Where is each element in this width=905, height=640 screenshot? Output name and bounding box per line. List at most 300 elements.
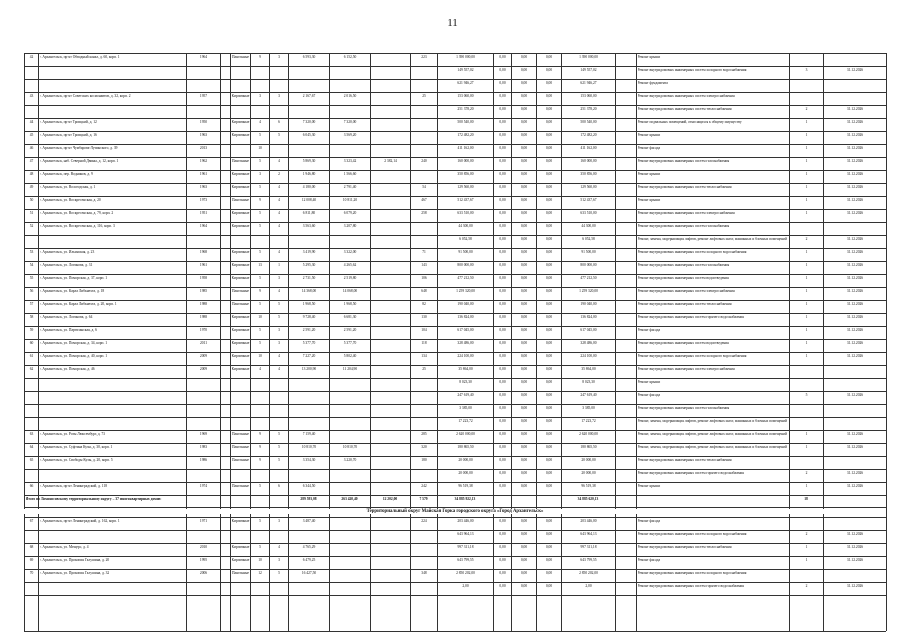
table-cell: 0,00 — [520, 249, 528, 254]
table-cell: Кирпичные — [231, 353, 250, 358]
table-cell: 0,00 — [499, 392, 506, 397]
table-cell: 3 — [278, 340, 280, 345]
table-cell: Ремонт фасада — [637, 518, 661, 523]
table-cell: 31.12.2026 — [846, 67, 864, 72]
table-cell: 0,00 — [520, 314, 528, 319]
table-cell: 190 040,00 — [580, 301, 597, 306]
table-cell: 1 390 000,00 — [456, 54, 475, 59]
table-cell: 643 964,13 — [457, 531, 474, 536]
table-cell: 2 850 202,00 — [456, 570, 475, 575]
table-cell: 149 557,02 — [580, 67, 597, 72]
table-cell: 1 — [805, 431, 808, 436]
table-cell: 1957 — [199, 93, 208, 98]
table-cell: 1 — [278, 262, 280, 267]
table-cell: 1988 — [199, 314, 208, 319]
table-cell: г. Архангельск, ул. Свободы Кузы, д. 20, корп. 5 — [39, 457, 113, 462]
table-cell: 1 — [805, 353, 808, 358]
table-cell: Панельные — [231, 431, 250, 436]
table-cell: Ремонт фасада — [637, 392, 661, 397]
table-cell: 3 487,40 — [302, 518, 316, 523]
table-cell: 9 — [259, 197, 261, 202]
table-cell: 3 — [259, 93, 261, 98]
table-cell: 223 — [421, 54, 427, 59]
table-cell: 621 946,27 — [580, 80, 597, 85]
table-cell: 31.12.2026 — [846, 184, 864, 189]
table-cell: 1983 — [199, 444, 208, 449]
table-cell: 1958 — [199, 275, 208, 280]
table-cell: 16 427,50 — [301, 570, 317, 575]
table-cell: 31.12.2026 — [846, 431, 864, 436]
table-cell: 3 — [805, 67, 808, 72]
table-cell: 2010 — [199, 544, 208, 549]
subtotal-count: 18 — [804, 496, 808, 501]
table-cell: 0,00 — [545, 210, 553, 215]
table-cell: Кирпичные — [231, 262, 250, 267]
table-cell: 10 — [258, 353, 262, 358]
table-cell: 0,00 — [520, 557, 528, 562]
table-cell: 82 — [422, 301, 426, 306]
table-cell: 2009 — [199, 366, 208, 371]
table-cell: 3 563,60 — [302, 223, 316, 228]
subtotal-area-other: 12 202,00 — [382, 496, 398, 501]
table-cell: 2 731,50 — [302, 275, 316, 280]
table-cell: 9 — [259, 431, 261, 436]
table-cell: 104 — [421, 327, 427, 332]
table-cell: 0,00 — [545, 583, 553, 588]
table-cell: 2009 — [199, 353, 208, 358]
table-cell: 5 — [259, 544, 261, 549]
table-cell: Ремонт внутридомовых инженерных систем водоотведения — [637, 275, 729, 280]
table-cell: 49 — [29, 184, 34, 189]
table-cell: 621 946,27 — [457, 80, 474, 85]
table-cell: Кирпичные — [231, 327, 250, 332]
table-cell: 3 323,42 — [343, 158, 357, 163]
table-cell: 2 — [805, 470, 808, 475]
table-cell: Кирпичные — [231, 210, 250, 215]
table-cell: 4 — [278, 158, 280, 163]
table-cell: 10 — [258, 557, 262, 562]
table-cell: 4 — [259, 366, 261, 371]
table-cell: 0,00 — [499, 353, 506, 358]
table-cell: 7 159,40 — [302, 431, 316, 436]
table-cell: 0,00 — [499, 327, 506, 332]
table-cell: 0,00 — [499, 418, 506, 423]
table-cell: 350 856,00 — [580, 171, 597, 176]
table-cell: 0,00 — [520, 80, 528, 85]
table-cell: 0,00 — [520, 262, 528, 267]
table-cell: Кирпичные — [231, 275, 250, 280]
table-cell: Панельные — [231, 457, 250, 462]
table-cell: 31.12.2026 — [846, 444, 864, 449]
table-cell: Ремонт внутридомовых инженерных систем горячего водоснабжения — [637, 583, 744, 588]
table-cell: 2 — [805, 236, 808, 241]
table-cell: 10 810,70 — [342, 444, 358, 449]
table-cell: 0,00 — [499, 483, 506, 488]
table-cell: 71 — [422, 249, 426, 254]
table-cell: г. Архангельск, пр-кт Троицкий, д. 12 — [39, 119, 97, 124]
table-cell: 1963 — [199, 132, 208, 137]
table-cell: г. Архангельск, ул. Воскресенская, д. 79, корп. 2 — [39, 210, 114, 215]
table-cell: Ремонт внутридомовых инженерных систем электроснабжения — [637, 366, 735, 371]
table-cell: 6 — [278, 483, 280, 488]
table-cell: 0,00 — [520, 340, 528, 345]
table-cell: 56 — [29, 288, 34, 293]
table-cell: 350 856,00 — [457, 171, 474, 176]
table-cell: г. Архангельск, пр-кт Советских космонавтов, д. 32, корп. 2 — [39, 93, 131, 98]
table-cell: Ремонт внутридомовых инженерных систем теплоснабжения — [637, 301, 732, 306]
table-cell: 0,00 — [520, 444, 528, 449]
table-cell: 5 — [259, 483, 261, 488]
table-cell: 2 850 202,00 — [579, 570, 598, 575]
table-cell: 160 000,00 — [580, 158, 597, 163]
table-cell: 57 — [29, 301, 34, 306]
table-cell: 4 — [278, 223, 280, 228]
row-rule — [24, 507, 886, 508]
table-cell: 258 — [421, 210, 427, 215]
table-cell: Панельные — [231, 483, 250, 488]
table-cell: 0,00 — [545, 119, 553, 124]
table-cell: 0,00 — [520, 106, 528, 111]
table-cell: 0,00 — [499, 249, 506, 254]
table-cell: 0,00 — [499, 67, 506, 72]
table-cell: 46 — [29, 145, 34, 150]
table-cell: 190 040,00 — [457, 301, 474, 306]
table-cell: 0,00 — [499, 171, 506, 176]
table-cell: 2 620 000,00 — [456, 431, 475, 436]
table-cell: 0,00 — [520, 171, 528, 176]
table-cell: 203 446,00 — [580, 518, 597, 523]
table-cell: 224 100,00 — [580, 353, 597, 358]
table-cell: Ремонт внутридомовых инженерных систем теплоснабжения — [637, 106, 732, 111]
table-cell: 4 — [278, 366, 280, 371]
table-cell: 0,00 — [520, 158, 528, 163]
table-cell: 2 791,40 — [343, 184, 357, 189]
table-cell: 477 212,50 — [580, 275, 597, 280]
table-cell: 0,00 — [545, 379, 553, 384]
table-cell: 5 — [278, 457, 280, 462]
table-cell: 0,00 — [545, 106, 553, 111]
table-cell: г. Архангельск, ул. Розы Люксембург, д. 73 — [39, 431, 105, 436]
table-cell: 44 300,00 — [581, 223, 596, 228]
table-cell: Панельные — [231, 197, 250, 202]
table-cell: 0,00 — [499, 210, 506, 215]
table-cell: 8 023,30 — [582, 379, 595, 384]
table-cell: 1963 — [199, 184, 208, 189]
table-cell: 2 167,67 — [302, 93, 316, 98]
table-cell: 0,00 — [499, 405, 506, 410]
table-cell: 648 — [421, 288, 427, 293]
table-cell: 65 — [29, 457, 34, 462]
table-cell: 0,00 — [520, 275, 528, 280]
table-cell: 1 — [805, 314, 808, 319]
table-cell: 62 — [29, 366, 34, 371]
table-cell: 2 382,14 — [384, 158, 397, 163]
table-cell: 0,00 — [545, 470, 553, 475]
table-cell: 633 510,00 — [580, 210, 597, 215]
table-cell: 1 — [805, 444, 808, 449]
table-cell: 0,00 — [520, 531, 528, 536]
table-cell: 0,00 — [499, 158, 506, 163]
table-cell: 31.12.2026 — [846, 106, 864, 111]
table-cell: 1 — [805, 145, 808, 150]
table-cell: 7 320,00 — [302, 119, 316, 124]
table-cell: 91 500,00 — [458, 249, 473, 254]
table-cell: 643 799,55 — [580, 557, 597, 562]
table-cell: 500 540,00 — [580, 119, 597, 124]
table-cell: 180 865,50 — [580, 444, 597, 449]
table-cell: 149 557,02 — [457, 67, 474, 72]
table-cell: 17 223,72 — [458, 418, 473, 423]
table-cell: 3 — [278, 54, 280, 59]
table-cell: 12 — [258, 570, 262, 575]
row-rule — [24, 631, 886, 632]
table-cell: 997 311,18 — [457, 544, 474, 549]
table-cell: 31.12.2026 — [846, 301, 864, 306]
table-cell: 0,00 — [520, 197, 528, 202]
table-cell: г. Архангельск, пр-кт Ленинградский, д. 118 — [39, 483, 108, 488]
table-cell: 136 824,00 — [580, 314, 597, 319]
table-cell: г. Архангельск, ул. Суфтина Кузы, д. 30, корп. 1 — [39, 444, 113, 449]
table-cell: 240 — [421, 158, 427, 163]
table-cell: 60 — [29, 340, 34, 345]
table-cell: 1964 — [199, 54, 208, 59]
table-cell: 2,00 — [585, 583, 592, 588]
table-cell: 617 045,00 — [457, 327, 474, 332]
table-cell: 411 162,00 — [457, 145, 474, 150]
table-cell: 467 — [421, 197, 427, 202]
table-cell: 0,00 — [545, 544, 553, 549]
table-cell: 31.12.2026 — [846, 171, 864, 176]
table-cell: 5 — [259, 518, 261, 523]
table-cell: 6 — [278, 119, 280, 124]
table-cell: 328 486,00 — [580, 340, 597, 345]
table-cell: 3 — [259, 171, 261, 176]
table-cell: 5 — [259, 275, 261, 280]
table-cell: 2013 — [199, 145, 208, 150]
table-cell: 130 — [421, 314, 427, 319]
table-cell: 48 — [29, 171, 34, 176]
table-cell: Ремонт внутридомовых инженерных систем электроснабжения — [637, 93, 735, 98]
table-cell: 2011 — [199, 340, 208, 345]
table-cell: 0,00 — [545, 431, 553, 436]
table-cell: 1 — [805, 119, 808, 124]
table-cell: 5 — [259, 223, 261, 228]
table-cell: 14 368,00 — [301, 288, 317, 293]
table-cell: 0,00 — [545, 236, 553, 241]
table-cell: Ремонт крыши — [637, 54, 661, 59]
table-cell: г. Архангельск, ул. Воскресенская, д. 116, корп. 3 — [39, 223, 115, 228]
table-cell: 31.12.2026 — [846, 158, 864, 163]
table-cell: 54 — [29, 262, 34, 267]
table-cell: 512 437,67 — [580, 197, 597, 202]
table-cell: 3 — [278, 327, 280, 332]
subtotal-fund: 34 885 620,13 — [577, 496, 599, 501]
subtotal-area-living: 263 420,40 — [341, 496, 358, 501]
table-cell: Ремонт внутридомовых инженерных систем теплоснабжения — [637, 544, 732, 549]
table-cell: 800 000,00 — [457, 262, 474, 267]
table-cell: 0,00 — [499, 119, 506, 124]
table-cell: 800 000,00 — [580, 262, 597, 267]
table-cell: 1988 — [199, 301, 208, 306]
table-cell: 2006 — [199, 570, 208, 575]
table-cell: Ремонт внутридомовых инженерных систем холодного водоснабжения — [637, 249, 747, 254]
table-cell: Ремонт внутридомовых инженерных систем теплоснабжения — [637, 457, 732, 462]
table-cell: 5 — [259, 210, 261, 215]
table-cell: 129 560,00 — [457, 184, 474, 189]
table-cell: 67 — [29, 518, 34, 523]
table-cell: Ремонт фасада — [637, 145, 661, 150]
table-cell: 0,00 — [545, 366, 553, 371]
table-cell: 4 — [278, 249, 280, 254]
table-cell: 0,00 — [520, 210, 528, 215]
table-cell: Ремонт подвальных помещений, относящихся к общему имуществу — [637, 119, 742, 124]
table-cell: 5 — [278, 132, 280, 137]
table-cell: 55 — [29, 275, 34, 280]
page-number: 11 — [447, 17, 458, 29]
table-cell: 44 300,00 — [458, 223, 473, 228]
table-cell: 0,00 — [520, 470, 528, 475]
table-cell: 31.12.2026 — [846, 392, 864, 397]
table-cell: 0,00 — [499, 197, 506, 202]
table-cell: 0,00 — [499, 431, 506, 436]
table-cell: 0,00 — [545, 132, 553, 137]
table-cell: 5 — [278, 444, 280, 449]
table-cell: 1 — [805, 288, 808, 293]
table-cell: 1995 — [199, 557, 208, 562]
table-cell: 31.12.2026 — [846, 288, 864, 293]
table-cell: 47 — [29, 158, 34, 163]
table-cell: 0,00 — [499, 54, 506, 59]
table-cell: 2 016,50 — [343, 93, 357, 98]
table-cell: 4 — [278, 210, 280, 215]
table-cell: Кирпичные — [231, 544, 250, 549]
table-cell: 247 619,40 — [457, 392, 474, 397]
table-cell: Ремонт внутридомовых инженерных систем холодного водоснабжения — [637, 570, 747, 575]
table-cell: 9 728,40 — [302, 314, 316, 319]
table-cell: 44 — [29, 119, 34, 124]
table-cell: 31.12.2026 — [846, 353, 864, 358]
table-cell: 129 560,00 — [580, 184, 597, 189]
table-cell: Ремонт внутридомовых инженерных систем газоснабжения — [637, 223, 730, 228]
table-cell: 0,00 — [520, 288, 528, 293]
table-cell: 1968 — [199, 249, 208, 254]
table-cell: 0,00 — [499, 301, 506, 306]
table-cell: 6 811,80 — [302, 210, 316, 215]
table-cell: Кирпичные — [231, 171, 250, 176]
table-cell: 1 259 320,00 — [579, 288, 598, 293]
table-cell: 53 — [29, 249, 34, 254]
section-title: Территориальный округ Майская Горка городского округа «Город Архангельск» — [24, 509, 886, 514]
table-cell: 1 — [805, 557, 808, 562]
table-cell: 5 802,40 — [343, 353, 357, 358]
table-cell: 1 — [805, 262, 808, 267]
table-cell: 10 810,70 — [301, 444, 317, 449]
table-cell: 31.12.2026 — [846, 132, 864, 137]
table-cell: 0,00 — [545, 171, 553, 176]
table-cell: 0,00 — [520, 418, 528, 423]
table-cell: 1970 — [199, 327, 208, 332]
table-cell: 1962 — [199, 158, 208, 163]
table-cell: 5 — [278, 570, 280, 575]
table-cell: 0,00 — [499, 470, 506, 475]
subtotal-label: Итого по Ломоносовскому территориальному округу – 37 многоквартирных домов: — [25, 496, 162, 501]
table-cell: г. Архангельск, ул. Прокопия Галушина, д. 20 — [39, 557, 110, 562]
table-cell: 11 204,90 — [342, 366, 358, 371]
table-cell: 7 320,00 — [343, 119, 357, 124]
table-cell: 2 519,80 — [343, 275, 357, 280]
table-cell: 251 378,20 — [580, 106, 597, 111]
table-cell: Панельные — [231, 570, 250, 575]
table-cell: 6 079,20 — [343, 210, 357, 215]
table-cell: Ремонт фундамента — [637, 80, 668, 85]
table-cell: 1 — [805, 158, 808, 163]
table-cell: Ремонт, замена, модернизация лифтов, ремонт лифтовых шахт, машинных и блочных помещений — [637, 444, 787, 449]
table-cell: 500 540,00 — [457, 119, 474, 124]
table-cell: 5 869,30 — [302, 158, 316, 163]
subtotal-cost: 34 885 922,13 — [454, 496, 476, 501]
table-cell: 0,00 — [520, 366, 528, 371]
table-cell: 31.12.2026 — [846, 236, 864, 241]
table-cell: 1 — [805, 340, 808, 345]
table-cell: 0,00 — [499, 444, 506, 449]
table-cell: 5 — [278, 431, 280, 436]
table-cell: 0,00 — [545, 314, 553, 319]
table-cell: Ремонт фасада — [637, 327, 661, 332]
table-cell: 0,00 — [545, 301, 553, 306]
table-cell: 45 — [29, 132, 34, 137]
table-cell: 0,00 — [545, 158, 553, 163]
table-cell: 3 385,00 — [459, 405, 472, 410]
table-cell: Ремонт внутридомовых инженерных систем холодного водоснабжения — [637, 531, 747, 536]
table-cell: 0,00 — [499, 379, 506, 384]
table-cell: 1973 — [199, 197, 208, 202]
table-cell: 5 295,30 — [302, 262, 316, 267]
table-cell: 0,00 — [520, 392, 528, 397]
table-cell: г. Архангельск, ул. Поморская, д. 37, корп. 1 — [39, 275, 108, 280]
table-cell: 58 — [29, 314, 34, 319]
table-cell: 0,00 — [520, 236, 528, 241]
table-cell: Кирпичные — [231, 557, 250, 562]
table-cell: 70 — [29, 570, 34, 575]
table-cell: г. Архангельск, ул. Поморская, д. 40, корп. 1 — [39, 353, 108, 358]
table-cell: 5 377,70 — [302, 340, 316, 345]
column-rule — [886, 53, 887, 631]
table-cell: 0,00 — [520, 145, 528, 150]
table-cell: 96 519,38 — [581, 483, 596, 488]
table-cell: 2,00 — [462, 583, 469, 588]
table-cell: 20 000,00 — [458, 457, 473, 462]
table-cell: 1 968,50 — [302, 301, 316, 306]
table-cell: 180 — [421, 457, 427, 462]
table-cell: 6 593,30 — [302, 54, 316, 59]
capital-repair-table — [24, 53, 886, 631]
table-cell: 0,00 — [545, 518, 553, 523]
table-cell: г. Архангельск, ул. Логинова, д. 31 — [39, 262, 93, 267]
table-cell: 6 052,58 — [582, 236, 595, 241]
table-cell: 0,00 — [545, 184, 553, 189]
table-cell: 31.12.2026 — [846, 340, 864, 345]
table-cell: 5 — [259, 301, 261, 306]
table-cell: 0,00 — [499, 340, 506, 345]
table-cell: 4 — [259, 119, 261, 124]
table-cell: 6 479,25 — [302, 557, 316, 562]
table-cell: 0,00 — [499, 132, 506, 137]
table-cell: 0,00 — [499, 457, 506, 462]
table-cell: 9 — [259, 288, 261, 293]
table-cell: 997 311,18 — [580, 544, 597, 549]
table-cell: Ремонт внутридомовых инженерных систем газоснабжения — [637, 262, 730, 267]
table-cell: 0,00 — [499, 262, 506, 267]
